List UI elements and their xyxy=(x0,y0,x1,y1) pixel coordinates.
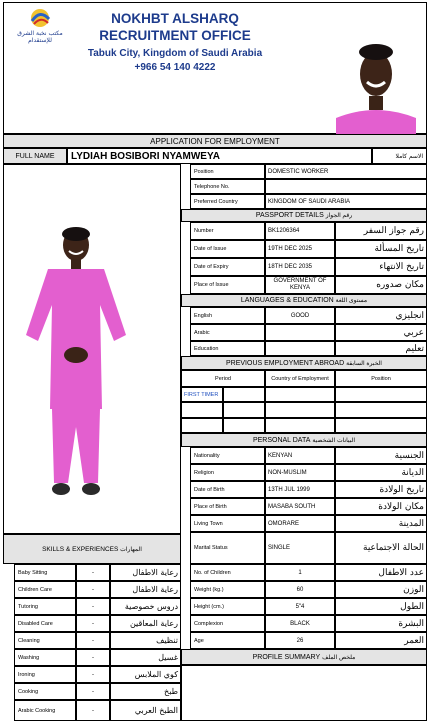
marital-status-ar: الحالة الاجتماعية xyxy=(335,532,427,564)
religion-value: NON-MUSLIM xyxy=(265,464,335,481)
children-ar: عدد الاطفال xyxy=(335,564,427,581)
logo-arabic-text: مكتب نخبة الشرق للإستقدام xyxy=(17,30,63,44)
telephone-label: Telephone No. xyxy=(190,179,265,194)
company-city: Tabuk City, Kingdom of Saudi Arabia xyxy=(87,48,263,59)
dob-value: 13TH JUL 1999 xyxy=(265,481,335,498)
arabic-label: Arabic xyxy=(190,324,265,341)
passport-issue-ar: تاريخ المسألة xyxy=(335,240,427,258)
passport-section-title xyxy=(181,209,427,222)
languages-title-ar: مستوى اللغة xyxy=(335,298,368,304)
skill-ironing-label: Ironing xyxy=(14,666,76,683)
skill-disabled-care-label: Disabled Care xyxy=(14,615,76,632)
passport-title: PASSPORT DETAILS xyxy=(255,212,324,219)
weight-value: 60 xyxy=(265,581,335,598)
skill-disabled-care-ar: رعاية المعاقين xyxy=(110,615,181,632)
english-value: GOOD xyxy=(265,307,335,324)
skill-arabic-cooking-value: - xyxy=(76,700,110,721)
previous-employment-title-ar: الخبرة السابقة xyxy=(346,360,382,367)
skill-washing-label: Washing xyxy=(14,649,76,666)
skill-tutoring-ar: دروس خصوصية xyxy=(110,598,181,615)
full-body-photo xyxy=(4,165,180,533)
passport-place-value: GOVERNMENT OF KENYA xyxy=(265,276,335,294)
full-body-photo-box xyxy=(3,164,181,534)
education-label: Education xyxy=(190,341,265,356)
employment-cell xyxy=(265,418,335,433)
profile-summary-label: PROFILE SUMMARY xyxy=(252,653,321,661)
age-label: Age xyxy=(190,632,265,649)
passport-place-label: Place of Issue xyxy=(190,276,265,294)
age-value: 26 xyxy=(265,632,335,649)
children-label: No. of Children xyxy=(190,564,265,581)
marital-status-value: SINGLE xyxy=(265,532,335,564)
employment-cell xyxy=(335,418,427,433)
skill-baby-sitting-ar: رعاية الاطفال xyxy=(110,564,181,581)
position-label: Position xyxy=(190,164,265,179)
passport-expiry-ar: تاريخ الانتهاء xyxy=(335,258,427,276)
passport-title-ar: رقم الجواز xyxy=(325,213,353,219)
nationality-label: Nationality xyxy=(190,447,265,464)
skill-children-care-ar: رعاية الاطفال xyxy=(110,581,181,598)
passport-expiry-label: Date of Expiry xyxy=(190,258,265,276)
skill-baby-sitting-value: - xyxy=(76,564,110,581)
passport-number-label: Number xyxy=(190,222,265,240)
height-value: 5"4 xyxy=(265,598,335,615)
weight-label: Weight (kg.) xyxy=(190,581,265,598)
skill-ironing-ar: كوي الملابس xyxy=(110,666,181,683)
personal-title-ar: البيانات الشخصية xyxy=(312,437,356,444)
country-column-header: Country of Employment xyxy=(265,370,335,387)
dob-label: Date of Birth xyxy=(190,481,265,498)
skill-washing-value: - xyxy=(76,649,110,666)
position-column-header: Position xyxy=(335,370,427,387)
skill-tutoring-label: Tutoring xyxy=(14,598,76,615)
skill-ironing-value: - xyxy=(76,666,110,683)
education-value xyxy=(265,341,335,356)
employment-cell xyxy=(335,387,427,402)
skill-children-care-value: - xyxy=(76,581,110,598)
skill-disabled-care-value: - xyxy=(76,615,110,632)
employment-cell xyxy=(335,402,427,418)
passport-number-ar: رقم جواز السفر xyxy=(335,222,427,240)
profile-summary-title xyxy=(181,649,427,665)
skill-tutoring-value: - xyxy=(76,598,110,615)
skill-cooking-label: Cooking xyxy=(14,683,76,700)
complexion-label: Complexion xyxy=(190,615,265,632)
position-value: DOMESTIC WORKER xyxy=(265,164,427,179)
living-town-label: Living Town xyxy=(190,515,265,532)
skill-cleaning-label: Cleaning xyxy=(14,632,76,649)
employment-cell xyxy=(265,387,335,402)
full-name-value: LYDIAH BOSIBORI NYAMWEYA xyxy=(67,148,372,164)
religion-ar: الديانة xyxy=(335,464,427,481)
skills-title: SKILLS & EXPERIENCES xyxy=(42,545,119,553)
arabic-ar: عربي xyxy=(335,324,427,341)
living-town-ar: المدينة xyxy=(335,515,427,532)
telephone-value xyxy=(265,179,427,194)
marital-status-label: Marital Status xyxy=(190,532,265,564)
profile-summary-label-ar: ملخص الملف xyxy=(322,654,356,661)
skill-baby-sitting-label: Baby Sitting xyxy=(14,564,76,581)
height-label: Height (cm.) xyxy=(190,598,265,615)
first-timer-cell: FIRST TIMER xyxy=(181,387,223,402)
english-label: English xyxy=(190,307,265,324)
passport-issue-label: Date of Issue xyxy=(190,240,265,258)
age-ar: العمر xyxy=(335,632,427,649)
skill-cooking-value: - xyxy=(76,683,110,700)
skill-cleaning-value: - xyxy=(76,632,110,649)
height-ar: الطول xyxy=(335,598,427,615)
preferred-country-label: Preferred Country xyxy=(190,194,265,209)
pob-label: Place of Birth xyxy=(190,498,265,515)
profile-summary-box xyxy=(181,665,427,721)
complexion-value: BLACK xyxy=(265,615,335,632)
passport-issue-value: 19TH DEC 2025 xyxy=(265,240,335,258)
languages-section-title xyxy=(181,294,427,307)
employment-cell xyxy=(223,418,265,433)
passport-place-ar: مكان صدوره xyxy=(335,276,427,294)
application-title: APPLICATION FOR EMPLOYMENT xyxy=(3,134,427,148)
religion-label: Religion xyxy=(190,464,265,481)
passport-expiry-value: 18TH DEC 2035 xyxy=(265,258,335,276)
weight-ar: الوزن xyxy=(335,581,427,598)
employment-cell xyxy=(181,402,223,418)
previous-employment-section-title xyxy=(181,356,427,370)
personal-section-title xyxy=(181,433,427,447)
skills-section-title xyxy=(3,534,181,564)
full-name-label-ar: الاسم كاملا xyxy=(372,148,427,164)
children-value: 1 xyxy=(265,564,335,581)
skill-children-care-label: Children Care xyxy=(14,581,76,598)
company-name-line1: NOKHBT ALSHARQ xyxy=(111,11,239,26)
living-town-value: OMORARE xyxy=(265,515,335,532)
employment-cell xyxy=(265,402,335,418)
nationality-value: KENYAN xyxy=(265,447,335,464)
arabic-value xyxy=(265,324,335,341)
skills-title-ar: المهارات xyxy=(120,546,142,553)
preferred-country-value: KINGDOM OF SAUDI ARABIA xyxy=(265,194,427,209)
education-ar: تعليم xyxy=(335,341,427,356)
employment-cell xyxy=(223,402,265,418)
employment-cell xyxy=(181,418,223,433)
pob-value: MASABA SOUTH xyxy=(265,498,335,515)
dob-ar: تاريخ الولادة xyxy=(335,481,427,498)
passport-number-value: BK1206364 xyxy=(265,222,335,240)
personal-title: PERSONAL DATA xyxy=(252,436,311,444)
previous-employment-title: PREVIOUS EMPLOYMENT ABROAD xyxy=(226,359,345,367)
skill-cleaning-ar: تنظيف xyxy=(110,632,181,649)
portrait-photo xyxy=(336,38,416,134)
full-name-label: FULL NAME xyxy=(3,148,67,164)
skill-washing-ar: غسيل xyxy=(110,649,181,666)
skill-arabic-cooking-label: Arabic Cooking xyxy=(14,700,76,721)
company-phone: +966 54 140 4222 xyxy=(134,62,216,73)
english-ar: انجليزي xyxy=(335,307,427,324)
employment-cell xyxy=(223,387,265,402)
skill-arabic-cooking-ar: الطبخ العربي xyxy=(110,700,181,721)
period-column-header: Period xyxy=(181,370,265,387)
skill-cooking-ar: طبخ xyxy=(110,683,181,700)
nationality-ar: الجنسية xyxy=(335,447,427,464)
company-name-line2: RECRUITMENT OFFICE xyxy=(99,28,251,43)
languages-title: LANGUAGES & EDUCATION xyxy=(240,297,334,304)
pob-ar: مكان الولادة xyxy=(335,498,427,515)
complexion-ar: البشرة xyxy=(335,615,427,632)
